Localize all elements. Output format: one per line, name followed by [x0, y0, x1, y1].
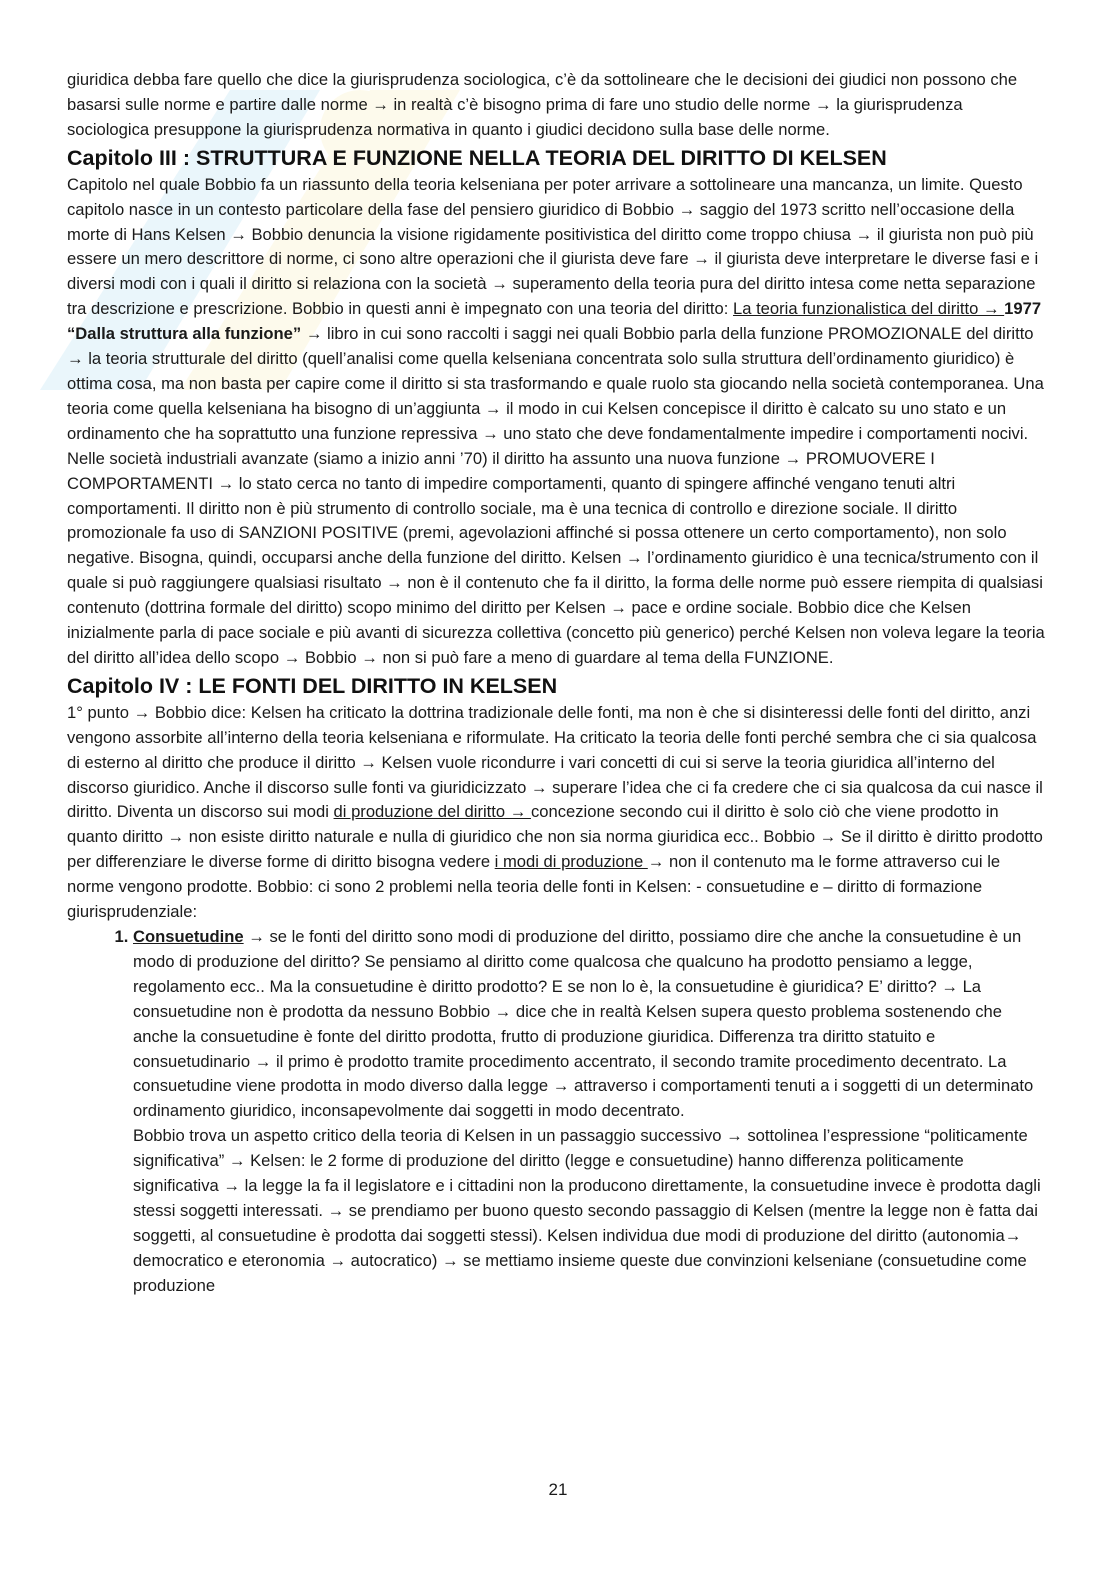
document-page — [67, 68, 1045, 1299]
page-number: 21 — [548, 1480, 568, 1499]
underlined-term: La teoria funzionalistica del diritto → — [733, 299, 1005, 319]
text-span: → libro in cui sono raccolti i saggi nei quali Bobbio parla della funzione PROMOZIONALE del diritto → la teoria strutturale del diritto (quell’analisi come quella kelseniana concentrata solo sulla struttura dell’ordinamento giuridico) è ottima cosa, ma non basta per capire come il diritto si sta trasformando e quale ruolo sta giocando nella società contemporanea. Una teoria come quella kelseniana ha bisogno di un’aggiunta → il modo in cui Kelsen concepisce il diritto è calcato su uno stato e un ordinamento che ha soprattutto una funzione repressiva → uno stato che deve fondamentalmente impedire i comportamenti nocivi. Nelle società industriali avanzate (siamo a inizio anni ’70) il diritto ha assunto una nuova funzione → PROMUOVERE I COMPORTAMENTI → lo stato cerca no tanto di impedire comportamenti, quanto di spingere affinché vengano tenuti altri comportamenti. Il diritto non è più strumento di controllo sociale, ma è una tecnica di controllo e direzione sociale. Il diritto promozionale fa uso di SANZIONI POSITIVE (premi, agevolazioni affinché si possa ottenere un certo comportamento), non solo negative. Bisogna, quindi, occuparsi anche della funzione del diritto. Kelsen → l’ordinamento giuridico è una tecnica/strumento con il quale si può raggiungere qualsiasi risultato → non è il contenuto che fa il diritto, la forma delle norme può essere riempita di qualsiasi contenuto (dottrina formale del diritto) scopo minimo del diritto per Kelsen → pace e ordine sociale. Bobbio dice che Kelsen inizialmente parla di pace sociale e più avanti di sicurezza collettiva (concetto più generico) perché Kelsen non voleva legare la teoria del diritto all’idea dello scopo → Bobbio → non si può fare a meno di guardare al tema della FUNZIONE. — [67, 324, 1045, 667]
underlined-term: di produzione del diritto → — [333, 802, 531, 822]
list-item-text: → se le fonti del diritto sono modi di produzione del diritto, possiamo dire che anche la consuetudine è un modo di produzione del diritto? Se pensiamo al diritto come qualcosa che qualcuno ha prodotto pensiamo a legge, regolamento ecc.. Ma la consuetudine è diritto prodotto? E se non lo è, la consuetudine è giuridica? E’ diritto? → La consuetudine non è prodotta da nessuno Bobbio → dice che in realtà Kelsen supera questo problema sostenendo che anche la consuetudine è fonte del diritto prodotta, frutto di produzione giuridica. Differenza tra diritto statuito e consuetudinario → il primo è prodotto tramite procedimento accentrato, il secondo tramite procedimento decentrato. La consuetudine viene prodotta in modo diverso dalla legge → attraverso i comportamenti tenuti a i soggetti di un determinato ordinamento giuridico, inconsapevolmente dai soggetti in modo decentrato. — [133, 927, 1034, 1121]
paragraph-chapter-4 — [67, 701, 1045, 925]
text-span: → non il contenuto ma le forme attraverso cui le norme vengono prodotte. Bobbio: ci sono 2 problemi nella teoria delle fonti in Kelsen: - consuetudine e – diritto di formazione giurisprudenziale: — [67, 852, 1001, 922]
chapter-4-heading: Capitolo IV : LE FONTI DEL DIRITTO IN KELSEN — [67, 673, 558, 698]
list-item-title: Consuetudine — [133, 927, 244, 946]
paragraph-intro: giuridica debba fare quello che dice la giurisprudenza sociologica, c’è da sottolineare che le decisioni dei giudici non possono che basarsi sulle norme e partire dalle norme → in realtà c’è bisogno prima di fare uno studio delle norme → la giurisprudenza sociologica presuppone la giurisprudenza normativa in quanto i giudici decidono sulla base delle norme. — [67, 70, 1018, 139]
underlined-term: i modi di produzione — [494, 852, 648, 872]
text-span: concezione secondo cui il diritto è solo ciò che viene prodotto in quanto diritto → non esiste diritto naturale e nulla di giuridico che non sia norma giuridica ecc.. Bobbio → Se il diritto è diritto prodotto per differenziare le diverse forme di diritto bisogna vedere — [67, 802, 1043, 872]
bold-book-title: 1977 “Dalla struttura alla funzione” — [67, 299, 1042, 344]
numbered-list — [67, 925, 1045, 1124]
paragraph-chapter-3 — [67, 173, 1045, 671]
text-span: Capitolo nel quale Bobbio fa un riassunto della teoria kelseniana per poter arrivare a sottolineare una mancanza, un limite. Questo capitolo nasce in un contesto particolare della fase del pensiero giuridico di Bobbio → saggio del 1973 scritto nell’occasione della morte di Hans Kelsen → Bobbio denuncia la visione rigidamente positivistica del diritto come troppo chiusa → il giurista non può più essere un mero descrittore di norme, ci sono altre operazioni che il giurista deve fare → il giurista deve interpretare le diverse fasi e i diversi modi con i quali il diritto si relaziona con la società → superamento della teoria pura del diritto intesa come netta separazione tra descrizione e prescrizione. Bobbio in questi anni è impegnato con una teoria del diritto: — [67, 174, 1039, 319]
text-span: 1° punto → Bobbio dice: Kelsen ha criticato la dottrina tradizionale delle fonti, ma non è che si disinteressi delle fonti del diritto, anzi vengono assorbite all’interno della teoria kelseniana e riformulate. Ha criticato la teoria delle fonti perché sembra che ci sia qualcosa di esterno al diritto che produce il diritto → Kelsen vuole ricondurre i vari concetti di cui si serve la teoria giuridica all’interno del discorso giuridico. Anche il discorso sulle fonti va giuridicizzato → superare l’idea che ci fa credere che ci sia qualcosa da cui nasce il diritto. Diventa un discorso sui modi — [67, 702, 1043, 822]
paragraph-indented: Bobbio trova un aspetto critico della teoria di Kelsen in un passaggio successivo → sottolinea l’espressione “politicamente significativa” → Kelsen: le 2 forme di produzione del diritto (legge e consuetudine) hanno differenza politicamente significativa → la legge la fa il legislatore e i cittadini non la producono direttamente, la consuetudine invece è prodotta dagli stessi soggetti interessati. → se prendiamo per buono questo secondo passaggio di Kelsen (mentre la legge non è fatta dai soggetti, al consuetudine è prodotta dai soggetti stessi). Kelsen individua due modi di produzione del diritto (autonomia→ democratico e eteronomia → autocratico) → se mettiamo insieme queste due convinzioni kelseniane (consuetudine come produzione — [133, 1126, 1041, 1295]
list-item — [133, 925, 1045, 1124]
chapter-3-heading: Capitolo III : STRUTTURA E FUNZIONE NELLA TEORIA DEL DIRITTO DI KELSEN — [67, 145, 887, 170]
